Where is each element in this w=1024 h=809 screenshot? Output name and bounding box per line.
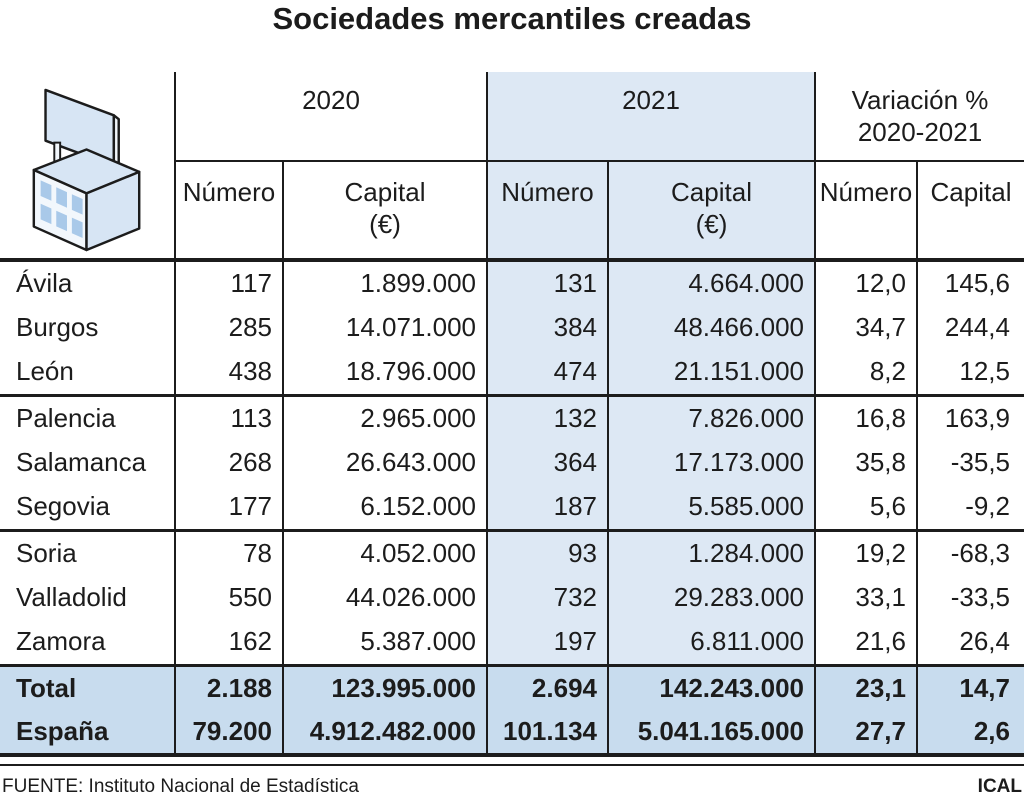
capital-2021: 1.284.000 [608, 530, 815, 575]
province-name: Salamanca [16, 447, 147, 477]
header-variation [815, 72, 1024, 161]
capital-2020: 44.026.000 [283, 575, 487, 620]
province-name: España [0, 710, 175, 755]
table-row [0, 305, 1024, 350]
province-name: Valladolid [16, 582, 127, 612]
capital-2021: 17.173.000 [608, 440, 815, 485]
num-2020: 79.200 [175, 710, 283, 755]
num-2021: 364 [487, 440, 608, 485]
num-2020: 113 [175, 395, 283, 440]
table-row [0, 395, 1024, 440]
capital-2020: 18.796.000 [283, 350, 487, 395]
variation-capital: 12,5 [917, 350, 1024, 395]
capital-2020: 1.899.000 [283, 260, 487, 305]
num-2021: 2.694 [487, 665, 608, 710]
capital-2021: 21.151.000 [608, 350, 815, 395]
variation-num: 21,6 [815, 620, 917, 665]
num-2021: 131 [487, 260, 608, 305]
num-2021: 197 [487, 620, 608, 665]
subheader-numero-2020: Número [175, 161, 283, 260]
province-name: Burgos [16, 312, 99, 342]
capital-2020: 4.052.000 [283, 530, 487, 575]
subheader-capital-2020-label: Capital [344, 176, 426, 207]
num-2020: 78 [175, 530, 283, 575]
variation-capital: 14,7 [917, 665, 1024, 710]
subheader-capital-2021-label: Capital [671, 176, 752, 207]
num-2021: 132 [487, 395, 608, 440]
variation-num: 16,8 [815, 395, 917, 440]
num-2021: 187 [487, 485, 608, 530]
table-row [0, 530, 1024, 575]
capital-2021: 4.664.000 [608, 260, 815, 305]
capital-2021: 5.585.000 [608, 485, 815, 530]
province-name: Soria [16, 537, 77, 568]
capital-2020: 5.387.000 [283, 620, 487, 665]
province-name: Segovia [16, 491, 110, 522]
capital-2021: 142.243.000 [608, 665, 815, 710]
capital-2020: 26.643.000 [283, 440, 487, 485]
chart-title: Sociedades mercantiles creadas [272, 1, 752, 36]
variation-num: 5,6 [815, 485, 917, 530]
num-2020: 268 [175, 440, 283, 485]
table-row [0, 620, 1024, 665]
num-2021: 474 [487, 350, 608, 395]
province-name: Ávila [16, 268, 73, 298]
num-2021: 384 [487, 305, 608, 350]
header-variation-line1: Variación % [851, 85, 989, 115]
subheader-numero-2021: Número [487, 161, 608, 260]
subheader-capital-2020 [283, 161, 487, 260]
variation-num: 34,7 [815, 305, 917, 350]
table-row [0, 485, 1024, 530]
num-2020: 117 [175, 260, 283, 305]
infographic-table [0, 72, 1024, 757]
variation-num: 12,0 [815, 260, 917, 305]
capital-2020: 2.965.000 [283, 395, 487, 440]
num-2020: 162 [175, 620, 283, 665]
subheader-capital-2021-unit: (€) [695, 208, 728, 239]
table-row [0, 350, 1024, 395]
table-row [0, 260, 1024, 305]
table-row [0, 440, 1024, 485]
variation-num: 27,7 [815, 710, 917, 755]
subheader-capital-2020-unit: (€) [369, 208, 401, 239]
province-group [0, 260, 1024, 395]
variation-capital: -68,3 [917, 530, 1024, 575]
summary-row [0, 665, 1024, 710]
capital-2021: 29.283.000 [608, 575, 815, 620]
subheader-capital-variation: Capital [917, 161, 1024, 260]
table-header [0, 72, 1024, 260]
variation-capital: 2,6 [917, 710, 1024, 755]
footer-source: FUENTE: Instituto Nacional de Estadística [2, 776, 359, 797]
province-name: Zamora [16, 626, 106, 657]
variation-num: 23,1 [815, 665, 917, 710]
variation-num: 35,8 [815, 440, 917, 485]
num-2021: 732 [487, 575, 608, 620]
variation-capital: -9,2 [917, 485, 1024, 530]
capital-2020: 123.995.000 [283, 665, 487, 710]
table-row [0, 575, 1024, 620]
capital-2021: 6.811.000 [608, 620, 815, 665]
num-2020: 438 [175, 350, 283, 395]
num-2020: 177 [175, 485, 283, 530]
variation-capital: 145,6 [917, 260, 1024, 305]
province-name: Total [0, 665, 175, 710]
header-variation-line2: 2020-2021 [857, 117, 983, 147]
province-name: Palencia [16, 402, 116, 433]
subheader-capital-2021 [608, 161, 815, 260]
variation-capital: 244,4 [917, 305, 1024, 350]
footer [0, 766, 1024, 798]
province-group [0, 395, 1024, 530]
header-year-2020: 2020 [175, 72, 487, 161]
num-2021: 93 [487, 530, 608, 575]
capital-2020: 4.912.482.000 [283, 710, 487, 755]
capital-2021: 5.041.165.000 [608, 710, 815, 755]
variation-num: 19,2 [815, 530, 917, 575]
province-group [0, 530, 1024, 665]
capital-2021: 7.826.000 [608, 395, 815, 440]
num-2020: 2.188 [175, 665, 283, 710]
num-2021: 101.134 [487, 710, 608, 755]
capital-2021: 48.466.000 [608, 305, 815, 350]
company-building-icon [0, 72, 175, 260]
variation-capital: -33,5 [917, 575, 1024, 620]
header-year-2021: 2021 [487, 72, 815, 161]
summary-group [0, 665, 1024, 755]
num-2020: 550 [175, 575, 283, 620]
variation-capital: 163,9 [917, 395, 1024, 440]
variation-num: 33,1 [815, 575, 917, 620]
summary-row [0, 710, 1024, 755]
capital-2020: 6.152.000 [283, 485, 487, 530]
variation-capital: -35,5 [917, 440, 1024, 485]
capital-2020: 14.071.000 [283, 305, 487, 350]
variation-capital: 26,4 [917, 620, 1024, 665]
province-name: León [16, 356, 74, 387]
num-2020: 285 [175, 305, 283, 350]
subheader-numero-variation: Número [815, 161, 917, 260]
footer-credit: ICAL [977, 776, 1022, 797]
variation-num: 8,2 [815, 350, 917, 395]
